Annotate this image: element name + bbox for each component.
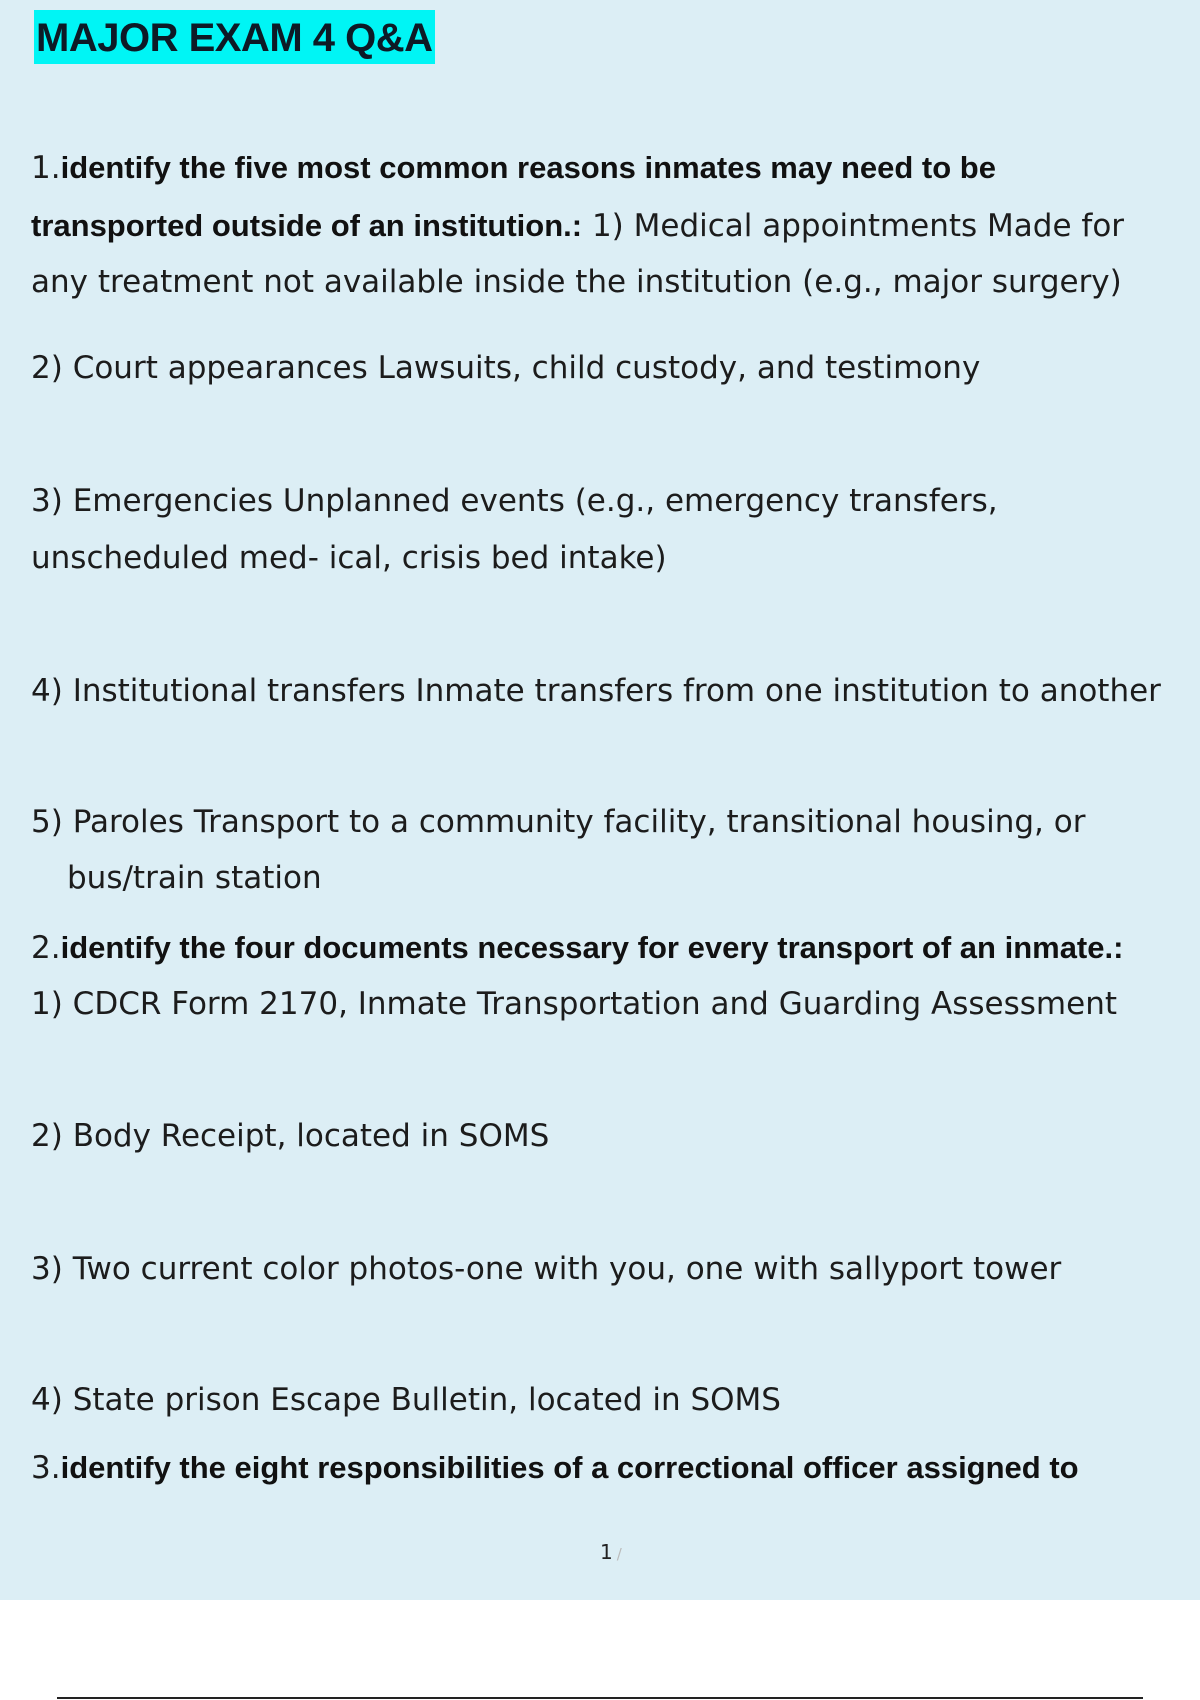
q1-item-4 <box>31 671 1161 711</box>
q1-item-4-text: Institutional transfers Inmate transfers from one institution to another <box>72 673 1161 709</box>
footer-rule <box>57 1697 1143 1699</box>
q1-item-3-text-b: unscheduled med- ical, crisis bed intake) <box>31 540 667 576</box>
q2-number: 2. <box>31 930 61 966</box>
q2-item-2 <box>31 1116 549 1156</box>
q1-item-3-number: 3) <box>31 483 63 519</box>
page-number <box>600 1540 622 1564</box>
q1-item-4-number: 4) <box>31 673 63 709</box>
q2-item-3-number: 3) <box>31 1251 63 1287</box>
q1-answer-1b: any treatment not available inside the institution (e.g., major surgery) <box>31 264 1122 300</box>
q1-number: 1. <box>31 150 61 186</box>
q1-item-2-number: 2) <box>31 350 63 386</box>
q1-question-line-1 <box>31 148 996 188</box>
q1-item-3 <box>31 481 998 521</box>
q1-item-5 <box>31 802 1085 842</box>
q2-item-4-number: 4) <box>31 1382 63 1418</box>
q3-question-line <box>31 1448 1079 1488</box>
q1-item-5-number: 5) <box>31 804 63 840</box>
q1-question-text-a: identify the five most common reasons inmates may need to be <box>60 150 996 185</box>
document-title: MAJOR EXAM 4 Q&A <box>34 10 435 64</box>
q1-question-line-2 <box>31 206 1124 246</box>
q2-item-2-text: Body Receipt, located in SOMS <box>72 1118 550 1154</box>
q1-answer-1a: 1) Medical appointments Made for <box>591 208 1125 244</box>
q3-number: 3. <box>31 1450 61 1486</box>
q3-question-text: identify the eight responsibilities of a correctional officer assigned to <box>60 1450 1079 1485</box>
q1-item-2-text: Court appearances Lawsuits, child custody, and testimony <box>72 350 981 386</box>
q2-item-3-text: Two current color photos-one with you, one with sallyport tower <box>72 1251 1062 1287</box>
q1-item-2 <box>31 348 980 388</box>
q1-item-3-text-a: Emergencies Unplanned events (e.g., emergency transfers, <box>72 483 998 519</box>
page-number-value: 1 <box>600 1540 613 1564</box>
q2-question-text: identify the four documents necessary for every transport of an inmate.: <box>60 930 1124 965</box>
page-number-slash: / <box>616 1545 622 1563</box>
q1-question-text-b: transported outside of an institution.: <box>31 208 583 243</box>
q1-item-5-text-b: bus/train station <box>67 860 322 896</box>
q2-question-line <box>31 928 1123 968</box>
q2-answer-1: 1) CDCR Form 2170, Inmate Transportation and Guarding Assessment <box>31 986 1117 1022</box>
q1-item-5-text-a: Paroles Transport to a community facility, transitional housing, or <box>72 804 1086 840</box>
q2-item-4 <box>31 1380 781 1420</box>
q2-item-4-text: State prison Escape Bulletin, located in SOMS <box>72 1382 781 1418</box>
q2-item-3 <box>31 1249 1061 1289</box>
q2-item-2-number: 2) <box>31 1118 63 1154</box>
